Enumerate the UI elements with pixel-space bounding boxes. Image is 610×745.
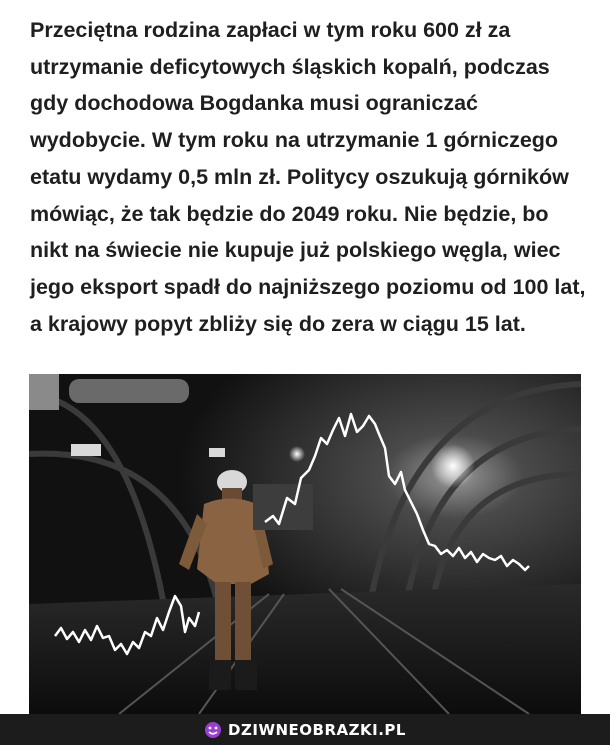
sign-light — [209, 448, 225, 457]
ceiling-pipe — [69, 379, 189, 403]
watermark-text: DZIWNEOBRAZKI.PL — [228, 720, 406, 739]
watermark-bar — [0, 714, 610, 745]
mine-tunnel-illustration — [29, 374, 581, 714]
post-text: Przeciętna rodzina zapłaci w tym roku 600 zł za utrzymanie deficytowych śląskich kopalń, podczas gdy dochodowa Bogdanka musi ograniczać wydobycie. W tym roku na utrzymanie 1 górniczego etatu wydamy 0,5 mln zł. Politycy oszukują górników mówiąc, że tak będzie do 2049 roku. Nie będzie, bo nikt na świecie nie kupuje już polskiego węgla, wiec jego eksport spadł do najniższego poziomu od 100 lat, a krajowy popyt zbliży się do zera w ciągu 15 lat. — [30, 18, 586, 336]
mine-tunnel-photo — [29, 374, 581, 714]
wall-box — [29, 374, 59, 410]
lamp-light — [431, 444, 475, 488]
sign-light — [71, 444, 101, 456]
lamp-light — [289, 446, 305, 462]
smiley-face-icon — [204, 721, 222, 739]
